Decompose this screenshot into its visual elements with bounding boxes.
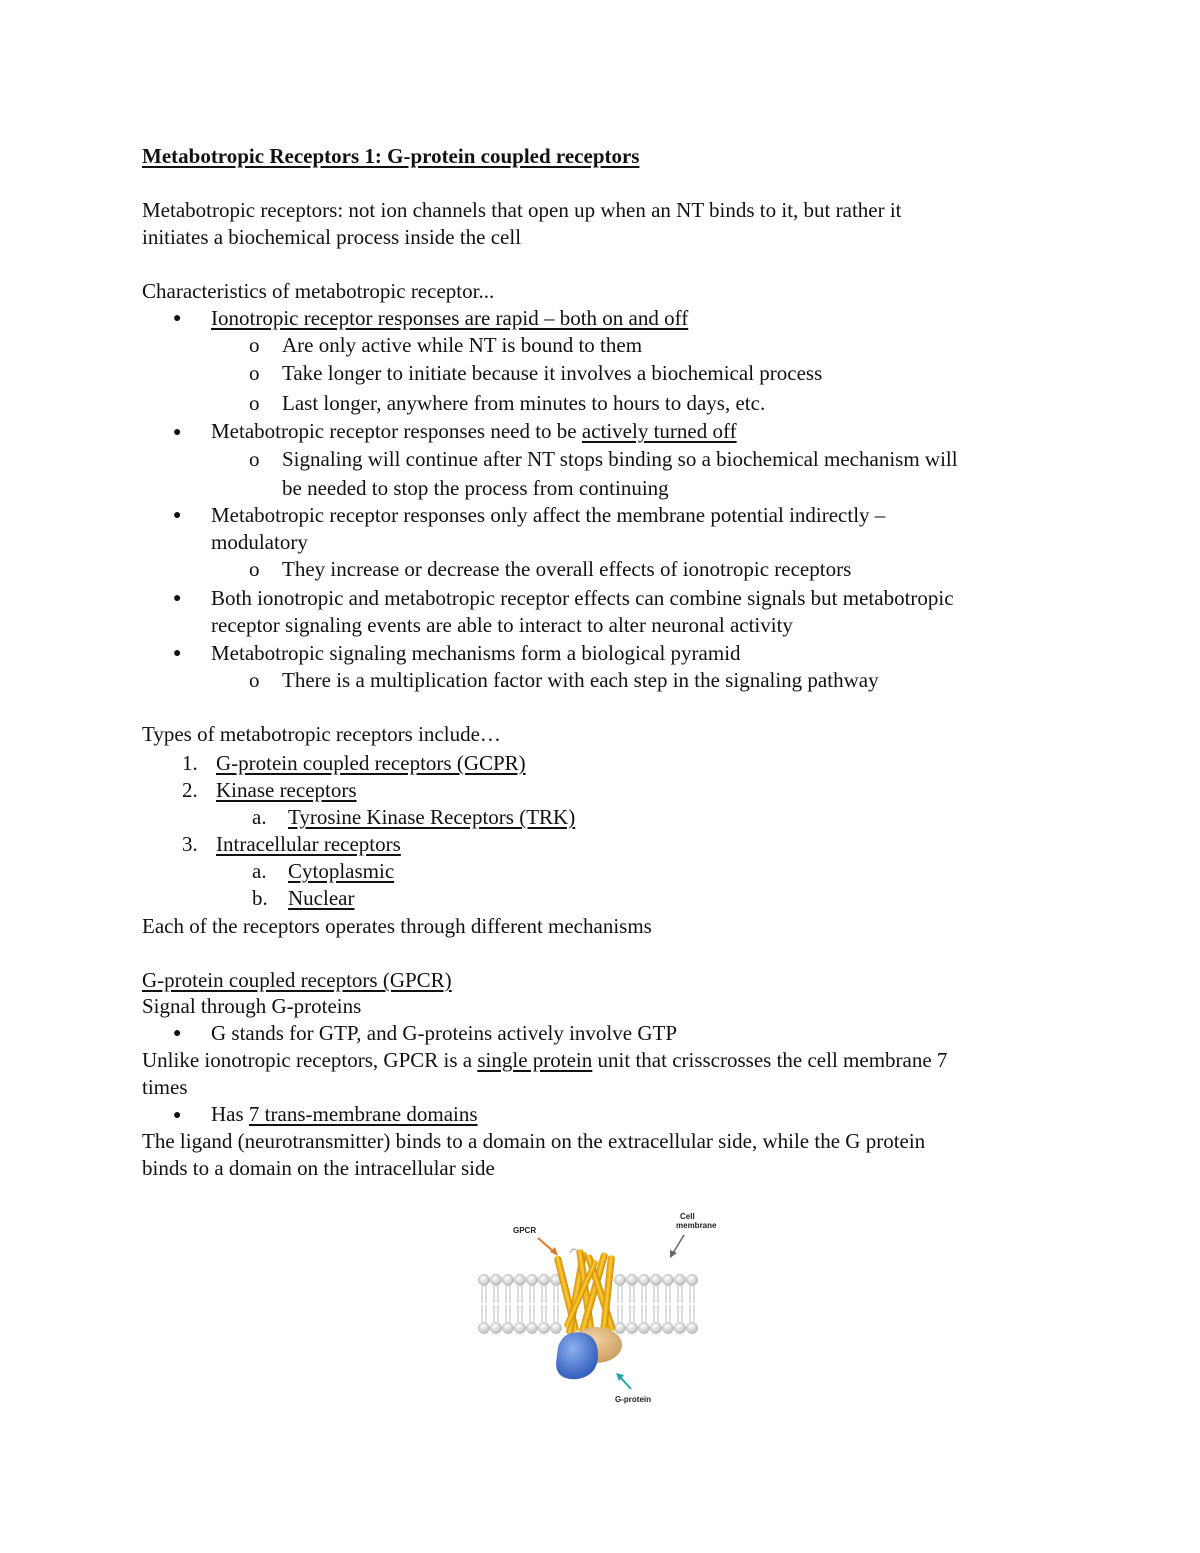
bullet-dot-icon: ● [173, 311, 182, 326]
sub-bullet-marker: o [249, 333, 260, 357]
bullet-item: Has 7 trans-membrane domains [211, 1102, 478, 1126]
list-letter: a. [252, 859, 267, 883]
sub-bullet-marker: o [249, 391, 260, 415]
sub-bullet-marker: o [249, 361, 260, 385]
bullet-item: Metabotropic receptor responses need to be actively turned off [211, 419, 737, 443]
list-number: 1. [182, 751, 198, 775]
list-item: Kinase receptors [216, 778, 357, 802]
bullet-dot-icon: ● [173, 1108, 182, 1123]
sub-bullet-item-continued: be needed to stop the process from continuing [282, 476, 669, 500]
gpcr-ligand-line-continued: binds to a domain on the intracellular side [142, 1156, 495, 1180]
page-title: Metabotropic Receptors 1: G-protein coupled receptors [142, 144, 640, 168]
bullet-dot-icon: ● [173, 508, 182, 523]
gprotein-arrow-icon [616, 1373, 631, 1389]
bullet-item: Both ionotropic and metabotropic receptor effects can combine signals but metabotropic [211, 586, 954, 610]
g-protein-complex [556, 1327, 622, 1379]
gpcr-arrow-icon [538, 1238, 558, 1256]
types-heading: Types of metabotropic receptors include… [142, 722, 501, 746]
sub-bullet-marker: o [249, 668, 260, 692]
bullet-item: Metabotropic receptor responses only affect the membrane potential indirectly – [211, 503, 886, 527]
list-subitem: Cytoplasmic [288, 859, 395, 883]
sub-bullet-item: Take longer to initiate because it involves a biochemical process [282, 361, 823, 385]
bullet-item: G stands for GTP, and G-proteins actively involve GTP [211, 1021, 678, 1045]
gpcr-ligand-line: The ligand (neurotransmitter) binds to a domain on the extracellular side, while the G protein [142, 1129, 926, 1153]
bullet-dot-icon: ● [173, 1026, 182, 1041]
bullet-dot-icon: ● [173, 591, 182, 606]
list-letter: b. [252, 886, 268, 910]
sub-bullet-marker: o [249, 447, 260, 471]
intro-line-1: Metabotropic receptors: not ion channels that open up when an NT binds to it, but rather it [142, 198, 902, 222]
bullet-item: Ionotropic receptor responses are rapid – both on and off [211, 306, 689, 330]
list-number: 2. [182, 778, 198, 802]
list-number: 3. [182, 832, 198, 856]
intro-line-2: initiates a biochemical process inside the cell [142, 225, 522, 249]
sub-bullet-item: Signaling will continue after NT stops binding so a biochemical mechanism will [282, 447, 958, 471]
gpcr-heading: G-protein coupled receptors (GPCR) [142, 968, 452, 992]
sub-bullet-item: They increase or decrease the overall effects of ionotropic receptors [282, 557, 852, 581]
bullet-item: Metabotropic signaling mechanisms form a biological pyramid [211, 641, 741, 665]
gpcr-helices [554, 1249, 617, 1335]
sub-bullet-item: Are only active while NT is bound to them [282, 333, 643, 357]
sub-bullet-marker: o [249, 557, 260, 581]
sub-bullet-item: Last longer, anywhere from minutes to hours to days, etc. [282, 391, 766, 415]
list-item: Intracellular receptors [216, 832, 401, 856]
list-letter: a. [252, 805, 267, 829]
gpcr-signal-line: Signal through G-proteins [142, 994, 362, 1018]
types-closing: Each of the receptors operates through different mechanisms [142, 914, 652, 938]
sub-bullet-item: There is a multiplication factor with each step in the signaling pathway [282, 668, 879, 692]
list-item: G-protein coupled receptors (GCPR) [216, 751, 526, 775]
figure-label-gpcr: GPCR [513, 1226, 537, 1235]
figure-label-gprotein: G-protein [615, 1395, 651, 1404]
bullet-dot-icon: ● [173, 425, 182, 440]
figure-label-cell: Cell [680, 1212, 695, 1221]
gpcr-unlike-line: Unlike ionotropic receptors, GPCR is a single protein unit that crisscrosses the cell membrane 7 [142, 1048, 948, 1072]
bullet-item-continued: receptor signaling events are able to interact to alter neuronal activity [211, 613, 793, 637]
membrane-arrow-icon [670, 1235, 684, 1258]
list-subitem: Tyrosine Kinase Receptors (TRK) [288, 805, 576, 829]
list-subitem: Nuclear [288, 886, 355, 910]
bullet-dot-icon: ● [173, 646, 182, 661]
bullet-item-continued: modulatory [211, 530, 308, 554]
gpcr-membrane-figure [470, 1205, 740, 1410]
figure-label-membrane: membrane [676, 1221, 717, 1230]
characteristics-heading: Characteristics of metabotropic receptor... [142, 279, 495, 303]
gpcr-unlike-line-continued: times [142, 1075, 188, 1099]
